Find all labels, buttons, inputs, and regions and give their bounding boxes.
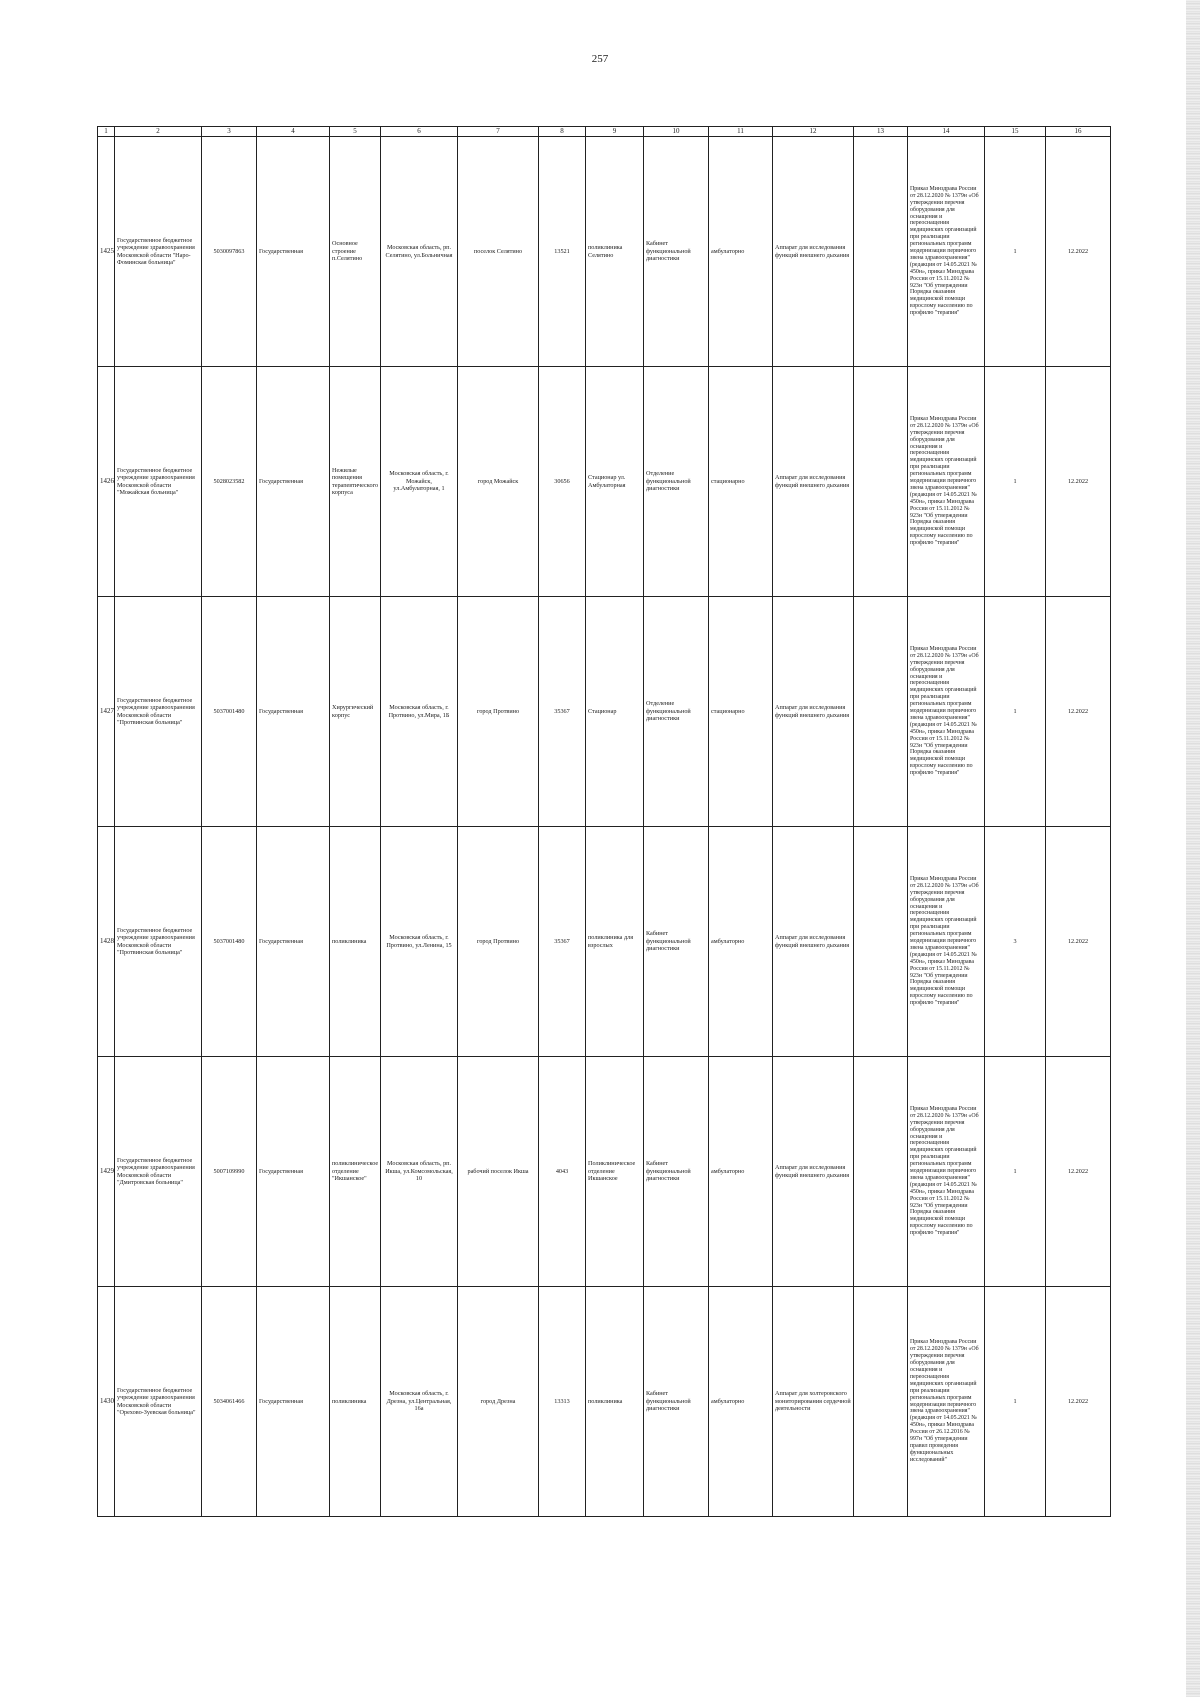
equipment-register-table <box>97 126 1111 1517</box>
column-header: 7 <box>458 127 539 137</box>
care-type-cell: амбулаторно <box>709 827 773 1057</box>
unit-cell: Поликлиническое отделение Икшанское <box>586 1057 644 1287</box>
address-cell: Московская область, рп. Селятино, ул.Больничная <box>381 137 458 367</box>
ownership-cell: Государственная <box>257 827 330 1057</box>
department-cell: Отделение функциональной диагностики <box>644 597 709 827</box>
quantity-cell: 1 <box>985 367 1046 597</box>
settlement-cell: город Протвино <box>458 827 539 1057</box>
row-number-cell: 1427 <box>98 597 115 827</box>
table-row <box>98 827 1111 1057</box>
organization-cell: Государственное бюджетное учреждение здравоохранения Московской области "Орехово-Зуевская больница" <box>115 1287 202 1517</box>
care-type-cell: стационарно <box>709 367 773 597</box>
unit-cell: поликлиника для взрослых <box>586 827 644 1057</box>
care-type-cell: амбулаторно <box>709 1057 773 1287</box>
equipment-cell: Аппарат для исследования функций внешнего дыхания <box>773 1057 854 1287</box>
settlement-cell: город Можайск <box>458 367 539 597</box>
table-row <box>98 137 1111 367</box>
building-cell: Основное строение п.Селятино <box>330 137 381 367</box>
care-type-cell: амбулаторно <box>709 137 773 367</box>
address-cell: Московская область, г. Протвино, ул.Ленина, 15 <box>381 827 458 1057</box>
column-header: 16 <box>1046 127 1111 137</box>
legal-basis-cell: Приказ Минздрава России от 28.12.2020 № 1379н «Об утверждении перечня оборудования для оснащения и переоснащения медицинских организаций при реализации региональных программ модернизации первичного звена здравоохранения"(редакция от 14.05.2021 № 450н», приказ Минздрава России от 15.11.2012 № 923н "Об утверждении Порядка оказания медицинской помощи взрослому населению по профилю "терапия" <box>908 367 985 597</box>
address-cell: Московская область, г. Можайск, ул.Амбулаторная, 1 <box>381 367 458 597</box>
code-cell: 30656 <box>539 367 586 597</box>
address-cell: Московская область, рп. Икша, ул.Комсомольская, 10 <box>381 1057 458 1287</box>
unit-cell: Стационар <box>586 597 644 827</box>
column-header: 10 <box>644 127 709 137</box>
column-header: 1 <box>98 127 115 137</box>
address-cell: Московская область, г. Протвино, ул.Мира, 1Б <box>381 597 458 827</box>
settlement-cell: город Протвино <box>458 597 539 827</box>
building-cell: поликлиническое отделение "Икшанское" <box>330 1057 381 1287</box>
legal-basis-cell: Приказ Минздрава России от 28.12.2020 № 1379н «Об утверждении перечня оборудования для оснащения и переоснащения медицинских организаций при реализации региональных программ модернизации первичного звена здравоохранения"(редакция от 14.05.2021 № 450н», приказ Минздрава России от 15.11.2012 № 923н "Об утверждении Порядка оказания медицинской помощи взрослому населению по профилю "терапия" <box>908 137 985 367</box>
quantity-cell: 1 <box>985 1057 1046 1287</box>
table-row <box>98 367 1111 597</box>
date-cell: 12.2022 <box>1046 1287 1111 1517</box>
code-cell: 35367 <box>539 597 586 827</box>
organization-cell: Государственное бюджетное учреждение здравоохранения Московской области "Наро-Фоминская больница" <box>115 137 202 367</box>
care-type-cell: амбулаторно <box>709 1287 773 1517</box>
building-cell: Хирургический корпус <box>330 597 381 827</box>
inn-cell: 5030097863 <box>202 137 257 367</box>
date-cell: 12.2022 <box>1046 827 1111 1057</box>
table-row <box>98 1287 1111 1517</box>
column-header: 6 <box>381 127 458 137</box>
department-cell: Кабинет функциональной диагностики <box>644 1057 709 1287</box>
equipment-cell: Аппарат для холтеровского мониторирования сердечной деятельности <box>773 1287 854 1517</box>
empty-cell <box>854 827 908 1057</box>
address-cell: Московская область, г. Дрезна, ул.Центральная, 16а <box>381 1287 458 1517</box>
row-number-cell: 1426 <box>98 367 115 597</box>
empty-cell <box>854 597 908 827</box>
table-row <box>98 1057 1111 1287</box>
organization-cell: Государственное бюджетное учреждение здравоохранения Московской области "Можайская больница" <box>115 367 202 597</box>
row-number-cell: 1429 <box>98 1057 115 1287</box>
quantity-cell: 3 <box>985 827 1046 1057</box>
quantity-cell: 1 <box>985 137 1046 367</box>
legal-basis-cell: Приказ Минздрава России от 28.12.2020 № 1379н «Об утверждении перечня оборудования для оснащения и переоснащения медицинских организаций при реализации региональных программ модернизации первичного звена здравоохранения"(редакция от 14.05.2021 № 450н», приказ Минздрава России от 15.11.2012 № 923н "Об утверждении Порядка оказания медицинской помощи взрослому населению по профилю "терапия" <box>908 597 985 827</box>
empty-cell <box>854 137 908 367</box>
settlement-cell: поселок Селятино <box>458 137 539 367</box>
building-cell: Нежилые помещения терапевтического корпуса <box>330 367 381 597</box>
column-header: 3 <box>202 127 257 137</box>
building-cell: поликлиника <box>330 1287 381 1517</box>
settlement-cell: город Дрезна <box>458 1287 539 1517</box>
equipment-cell: Аппарат для исследования функций внешнего дыхания <box>773 367 854 597</box>
row-number-cell: 1425 <box>98 137 115 367</box>
building-cell: поликлиника <box>330 827 381 1057</box>
column-header: 12 <box>773 127 854 137</box>
unit-cell: Стационар ул. Амбулаторная <box>586 367 644 597</box>
column-header: 15 <box>985 127 1046 137</box>
row-number-cell: 1428 <box>98 827 115 1057</box>
column-header: 11 <box>709 127 773 137</box>
inn-cell: 5037001480 <box>202 597 257 827</box>
column-number-row <box>98 127 1111 137</box>
department-cell: Кабинет функциональной диагностики <box>644 827 709 1057</box>
code-cell: 13313 <box>539 1287 586 1517</box>
care-type-cell: стационарно <box>709 597 773 827</box>
inn-cell: 5037001480 <box>202 827 257 1057</box>
organization-cell: Государственное бюджетное учреждение здравоохранения Московской области "Дмитровская больница" <box>115 1057 202 1287</box>
column-header: 13 <box>854 127 908 137</box>
date-cell: 12.2022 <box>1046 137 1111 367</box>
code-cell: 4043 <box>539 1057 586 1287</box>
organization-cell: Государственное бюджетное учреждение здравоохранения Московской области "Протвинская больница" <box>115 827 202 1057</box>
date-cell: 12.2022 <box>1046 367 1111 597</box>
code-cell: 35367 <box>539 827 586 1057</box>
ownership-cell: Государственная <box>257 597 330 827</box>
date-cell: 12.2022 <box>1046 1057 1111 1287</box>
empty-cell <box>854 1287 908 1517</box>
ownership-cell: Государственная <box>257 1057 330 1287</box>
empty-cell <box>854 367 908 597</box>
page-number: 257 <box>591 53 609 65</box>
quantity-cell: 1 <box>985 597 1046 827</box>
ownership-cell: Государственная <box>257 367 330 597</box>
department-cell: Кабинет функциональной диагностики <box>644 137 709 367</box>
equipment-cell: Аппарат для исследования функций внешнего дыхания <box>773 137 854 367</box>
table-row <box>98 597 1111 827</box>
equipment-cell: Аппарат для исследования функций внешнего дыхания <box>773 827 854 1057</box>
empty-cell <box>854 1057 908 1287</box>
column-header: 4 <box>257 127 330 137</box>
inn-cell: 5007109990 <box>202 1057 257 1287</box>
ownership-cell: Государственная <box>257 1287 330 1517</box>
inn-cell: 5034061466 <box>202 1287 257 1517</box>
unit-cell: поликлиника <box>586 1287 644 1517</box>
legal-basis-cell: Приказ Минздрава России от 28.12.2020 № 1379н «Об утверждении перечня оборудования для оснащения и переоснащения медицинских организаций при реализации региональных программ модернизации первичного звена здравоохранения"(редакция от 14.05.2021 № 450н», приказ Минздрава России от 26.12.2016 № 997н "Об утверждении правил проведения функциональных исследований" <box>908 1287 985 1517</box>
legal-basis-cell: Приказ Минздрава России от 28.12.2020 № 1379н «Об утверждении перечня оборудования для оснащения и переоснащения медицинских организаций при реализации региональных программ модернизации первичного звена здравоохранения"(редакция от 14.05.2021 № 450н», приказ Минздрава России от 15.11.2012 № 923н "Об утверждении Порядка оказания медицинской помощи взрослому населению по профилю "терапия" <box>908 1057 985 1287</box>
department-cell: Отделение функциональной диагностики <box>644 367 709 597</box>
equipment-cell: Аппарат для исследования функций внешнего дыхания <box>773 597 854 827</box>
organization-cell: Государственное бюджетное учреждение здравоохранения Московской области "Протвинская больница" <box>115 597 202 827</box>
scan-edge <box>1186 0 1200 1697</box>
column-header: 2 <box>115 127 202 137</box>
settlement-cell: рабочий поселок Икша <box>458 1057 539 1287</box>
date-cell: 12.2022 <box>1046 597 1111 827</box>
code-cell: 13521 <box>539 137 586 367</box>
quantity-cell: 1 <box>985 1287 1046 1517</box>
column-header: 14 <box>908 127 985 137</box>
unit-cell: поликлиника Селятино <box>586 137 644 367</box>
department-cell: Кабинет функциональной диагностики <box>644 1287 709 1517</box>
ownership-cell: Государственная <box>257 137 330 367</box>
legal-basis-cell: Приказ Минздрава России от 28.12.2020 № 1379н «Об утверждении перечня оборудования для оснащения и переоснащения медицинских организаций при реализации региональных программ модернизации первичного звена здравоохранения"(редакция от 14.05.2021 № 450н», приказ Минздрава России от 15.11.2012 № 923н "Об утверждении Порядка оказания медицинской помощи взрослому населению по профилю "терапия" <box>908 827 985 1057</box>
column-header: 5 <box>330 127 381 137</box>
column-header: 8 <box>539 127 586 137</box>
row-number-cell: 1430 <box>98 1287 115 1517</box>
column-header: 9 <box>586 127 644 137</box>
inn-cell: 5028023582 <box>202 367 257 597</box>
